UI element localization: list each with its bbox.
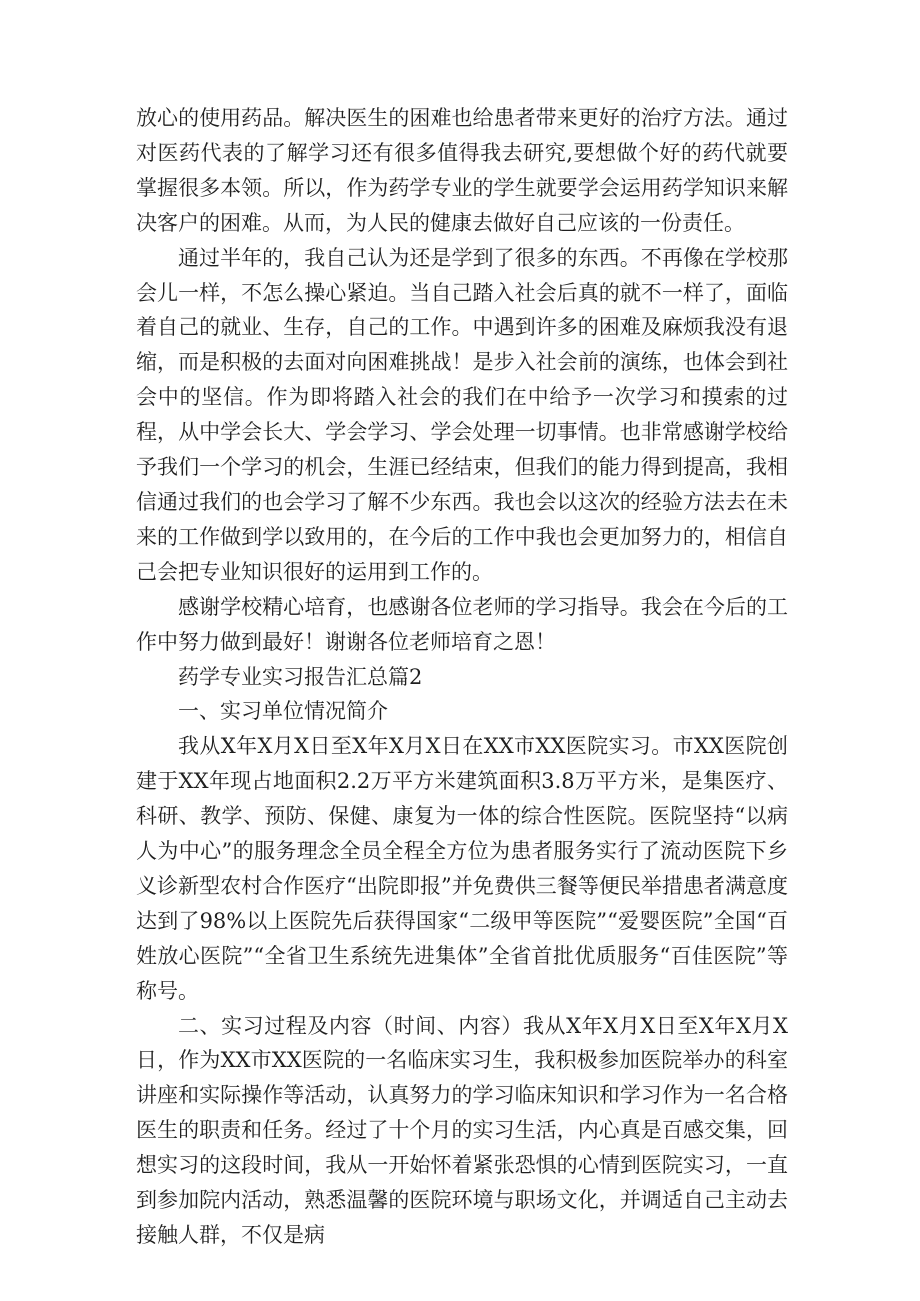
document-page [136, 101, 788, 1253]
paragraph-intro-continued: 放心的使用药品。解决医生的困难也给患者带来更好的治疗方法。通过对医药代表的了解学习还有很多值得我去研究,要想做个好的药代就要掌握很多本领。所以，作为药学专业的学生就要学会运用药学知识来解决客户的困难。从而，为人民的健康去做好自己应该的一份责任。 [136, 106, 788, 235]
report-title-part-2: 药学专业实习报告汇总篇2 [178, 664, 423, 689]
paragraph-half-year-reflection: 通过半年的，我自己认为还是学到了很多的东西。不再像在学校那会儿一样，不怎么操心紧迫。当自己踏入社会后真的就不一样了，面临着自己的就业、生存，自己的工作。中遇到许多的困难及麻烦我没有退缩，而是积极的去面对向困难挑战！是步入社会前的演练，也体会到社会中的坚信。作为即将踏入社会的我们在中给予一次学习和摸索的过程，从中学会长大、学会学习、学会处理一切事情。也非常感谢学校给予我们一个学习的机会，生涯已经结束，但我们的能力得到提高，我相信通过我们的也会学习了解不少东西。我也会以这次的经验方法去在未来的工作做到学以致用的，在今后的工作中我也会更加努力的，相信自己会把专业知识很好的运用到工作的。 [136, 245, 788, 584]
section-heading-unit-intro: 一、实习单位情况简介 [178, 699, 388, 724]
paragraph-internship-process: 二、实习过程及内容（时间、内容）我从X年X月X日至X年X月X日，作为XX市XX医院的一名临床实习生，我积极参加医院举办的科室讲座和实际操作等活动，认真努力的学习临床知识和学习作为一名合格医生的职责和任务。经过了十个月的实习生活，内心真是百感交集，回想实习的这段时间，我从一开始怀着紧张恐惧的心情到医院实习，一直到参加院内活动，熟悉温馨的医院环境与职场文化，并调适自己主动去接触人群，不仅是病 [136, 1013, 788, 1247]
paragraph-hospital-intro: 我从X年X月X日至X年X月X日在XX市XX医院实习。市XX医院创建于XX年现占地面积2.2万平方米建筑面积3.8万平方米，是集医疗、科研、教学、预防、保健、康复为一体的综合性医院。医院坚持“以病人为中心”的服务理念全员全程全方位为患者服务实行了流动医院下乡义诊新型农村合作医疗“出院即报”并免费供三餐等便民举措患者满意度达到了98%以上医院先后获得国家“二级甲等医院”“爱婴医院”全国“百姓放心医院”“全省卫生系统先进集体”全省首批优质服务“百佳医院”等称号。 [136, 734, 788, 1003]
paragraph-thanks: 感谢学校精心培育，也感谢各位老师的学习指导。我会在今后的工作中努力做到最好！谢谢各位老师培育之恩！ [136, 594, 788, 654]
